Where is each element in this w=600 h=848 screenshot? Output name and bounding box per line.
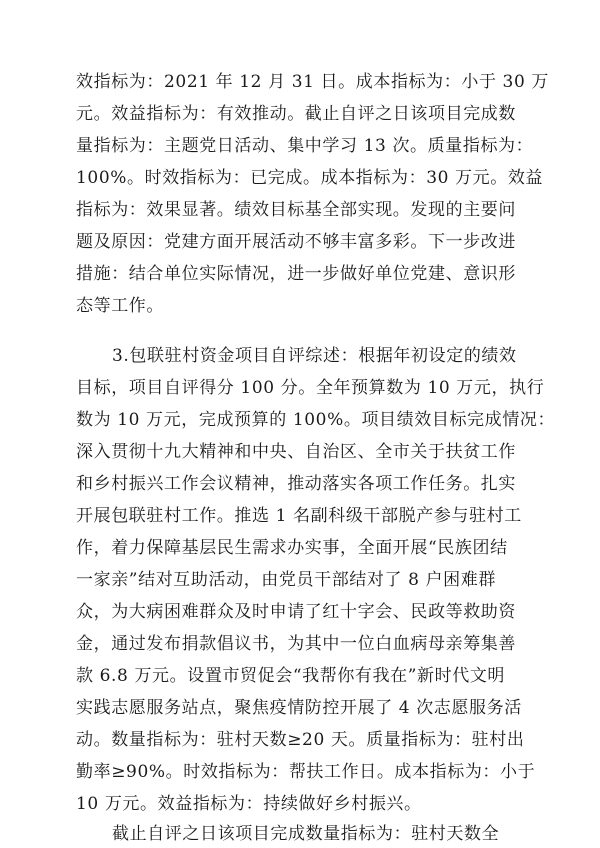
text-line: 指标为：效果显著。绩效目标基全部实现。发现的主要问 (76, 200, 516, 220)
text-line: 元。效益指标为：有效推动。截止自评之日该项目完成数 (76, 104, 516, 124)
text-line: 作，着力保障基层民生需求办实事，全面开展“民族团结 (76, 538, 508, 558)
text-line: 动。数量指标为：驻村天数≥20 天。质量指标为：驻村出 (76, 730, 525, 750)
text-line: 3.包联驻村资金项目自评综述：根据年初设定的绩效 (112, 346, 517, 366)
text-line: 一家亲”结对互助活动，由党员干部结对了 8 户困难群 (76, 570, 496, 590)
text-line: 勤率≥90%。时效指标为：帮扶工作日。成本指标为：小于 (76, 762, 536, 782)
text-line: 数为 10 万元，完成预算的 100%。项目绩效目标完成情况： (76, 410, 556, 430)
text-line: 量指标为：主题党日活动、集中学习 13 次。质量指标为： (76, 136, 534, 156)
text-line: 效指标为：2021 年 12 月 31 日。成本指标为：小于 30 万 (76, 72, 549, 92)
text-line: 众，为大病困难群众及时申请了红十字会、民政等救助资 (76, 602, 516, 622)
text-line: 100%。时效指标为：已完成。成本指标为：30 万元。效益 (76, 168, 544, 188)
text-line: 和乡村振兴工作会议精神，推动落实各项工作任务。扎实 (76, 474, 516, 494)
text-line: 金，通过发布捐款倡议书，为其中一位白血病母亲筹集善 (76, 634, 516, 654)
text-line: 深入贯彻十九大精神和中央、自治区、全市关于扶贫工作 (76, 442, 516, 462)
text-line: 题及原因：党建方面开展活动不够丰富多彩。下一步改进 (76, 232, 516, 252)
text-line: 10 万元。效益指标为：持续做好乡村振兴。 (76, 794, 422, 814)
text-line: 截止自评之日该项目完成数量指标为：驻村天数全 (112, 824, 500, 844)
text-line: 目标，项目自评得分 100 分。全年预算数为 10 万元，执行 (76, 378, 545, 398)
text-line: 实践志愿服务站点，聚焦疫情防控开展了 4 次志愿服务活 (76, 698, 522, 718)
text-line: 款 6.8 万元。设置市贸促会“我帮你有我在”新时代文明 (76, 666, 506, 686)
text-line: 开展包联驻村工作。推选 1 名副科级干部脱产参与驻村工 (76, 506, 522, 526)
text-line: 措施：结合单位实际情况，进一步做好单位党建、意识形 (76, 264, 516, 284)
text-line: 态等工作。 (76, 296, 164, 316)
